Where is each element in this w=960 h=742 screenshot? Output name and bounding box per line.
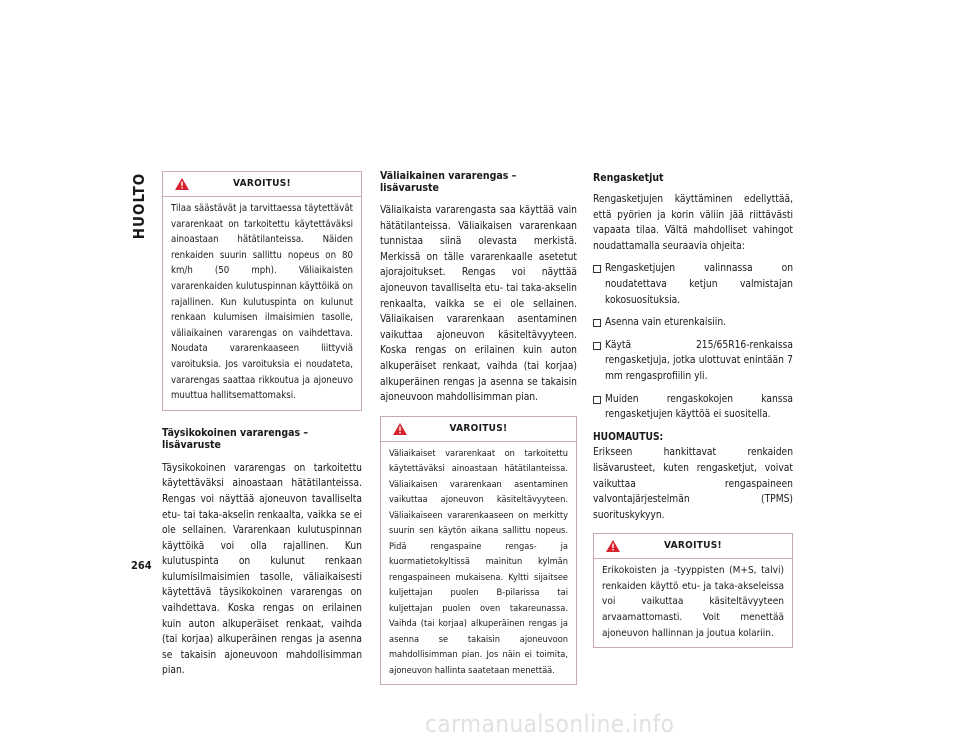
list-item: Muiden rengaskokojen kanssa rengasketjujen käyttöä ei suositella. <box>593 392 793 423</box>
warning-title: VAROITUS! <box>449 422 508 434</box>
warning-title: VAROITUS! <box>664 540 722 552</box>
warning-header <box>381 417 576 442</box>
section-tab-label: HUOLTO <box>130 172 148 240</box>
bullet-square-icon <box>593 319 601 327</box>
bullet-square-icon <box>593 396 601 404</box>
bullet-list <box>593 261 793 422</box>
section-tab <box>128 170 150 242</box>
warning-text: Erikokoisten ja -tyyppisten (M+S, talvi) renkaiden käyttö etu- ja taka-akseleissa voi vaikuttaa käsiteltävyyteen arvaamattomasti. Voit menettää ajoneuvon hallinnan ja joutua kolariin. <box>602 565 784 639</box>
page-number: 264 <box>131 559 152 572</box>
section-heading: Täysikokoinen vararengas – lisävaruste <box>162 426 309 451</box>
note-text: Erikseen hankittavat renkaiden lisävarusteet, kuten rengasketjut, voivat vaikuttaa rengaspaineen valvontajärjestelmän (TPMS) suorituskykyyn. <box>593 447 793 521</box>
note-label: HUOMAUTUS: <box>593 431 664 443</box>
warning-box-2 <box>380 416 577 686</box>
warning-text: Väliaikaiset vararenkaat on tarkoitettu käytettäväksi ainoastaan hätätilanteissa. Väliaikaisen vararenkaan asentaminen vaikuttaa ajoneuvon käsiteltävyyteen. Väliaikaiseen vararenkaaseen on merkitty suurin sen käytön aikana sallittu nopeus. Pidä rengaspaine rengas- ja kuormatietokyltissä mainitun kylmän rengaspaineen mukaisena. Kyltti sijaitsee kuljettajan puolen B-pilarissa tai kuljettajan puolen oven takareunassa. Vaihda (tai korjaa) alkuperäinen rengas ja asenna se takaisin ajoneuvoon mahdollisimman pian. Jos näin ei toimita, ajoneuvon hallinta saatetaan menettää. <box>389 447 568 676</box>
warning-header <box>594 534 792 559</box>
warning-box-3 <box>593 533 793 648</box>
bullet-square-icon <box>593 342 601 350</box>
column-1 <box>162 171 362 679</box>
body-paragraph: Väliaikaista vararengasta saa käyttää vain hätätilanteissa. Väliaikaisen vararenkaan tunnistaa siinä olevasta merkistä. Merkissä on tälle vararenkaalle asetetut ajorajoitukset. Rengas voi näyttää ajoneuvon tavalliselta etu- tai taka-akselin renkaalta, vaikka se ei ole sellainen. Väliaikaisen vararenkaan asentaminen vaikuttaa ajoneuvon käsiteltävyyteen. Koska rengas on erilainen kuin auton alkuperäiset renkaat, vaihda (tai korjaa) alkuperäinen rengas ja asenna se takaisin ajoneuvoon mahdollisimman pian. <box>380 205 577 404</box>
section-heading: Rengasketjut <box>593 172 664 184</box>
list-item: Asenna vain eturenkaisiin. <box>593 315 793 331</box>
bullet-square-icon <box>593 265 601 273</box>
warning-box-1 <box>162 171 362 411</box>
warning-text: Tilaa säästävät ja tarvittaessa täytettävät vararenkaat on tarkoitettu käytettäväksi ainoastaan hätätilanteissa. Näiden renkaiden suurin sallittu nopeus on 80 km/h (50 mph). Väliaikaisten vararenkaiden kulutuspinnan käyttöikä on rajallinen. Kun kulutuspinta on kulunut renkaan kulumisen ilmaisimien tasolle, väliaikainen vararengas on vaihdettava. Noudata vararenkaaseen liittyviä varoituksia. Jos varoituksia ei noudateta, vararengas saattaa rikkoutua ja ajoneuvo muuttua hallitsemattomaksi. <box>171 203 353 402</box>
watermark-text: carmanualsonline.info <box>425 710 675 738</box>
warning-header <box>163 172 361 197</box>
body-paragraph: Rengasketjujen käyttäminen edellyttää, että pyörien ja korin väliin jää riittävästi vapaata tilaa. Vältä mahdolliset vahingot noudattamalla seuraavia ohjeita: <box>593 194 793 252</box>
list-item: Rengasketjujen valinnassa on noudatettava ketjun valmistajan kokosuosituksia. <box>593 261 793 308</box>
column-2 <box>380 170 577 685</box>
section-heading: Väliaikainen vararengas – lisävaruste <box>380 170 517 194</box>
body-paragraph: Täysikokoinen vararengas on tarkoitettu käytettäväksi ainoastaan hätätilanteissa. Rengas voi näyttää ajoneuvon tavalliselta etu- tai taka-akselin renkaalta, vaikka se ei ole sellainen. Vararenkaan kulutuspinnan käyttöikä voi olla rajallinen. Kun kulutuspinta on kulunut renkaan kulumisilmaisimien tasolle, väliaikaisesti käytettävä täysikokoinen vararengas on vaihdettava. Koska rengas on erilainen kuin auton alkuperäiset renkaat, vaihda (tai korjaa) alkuperäinen rengas ja asenna se takaisin ajoneuvoon mahdollisimman pian. <box>162 462 362 677</box>
list-item: Käytä 215/65R16-renkaissa rengasketjuja, jotka ulottuvat enintään 7 mm rengasprofiilin yli. <box>593 338 793 385</box>
warning-title: VAROITUS! <box>233 178 291 189</box>
column-3 <box>593 172 793 648</box>
